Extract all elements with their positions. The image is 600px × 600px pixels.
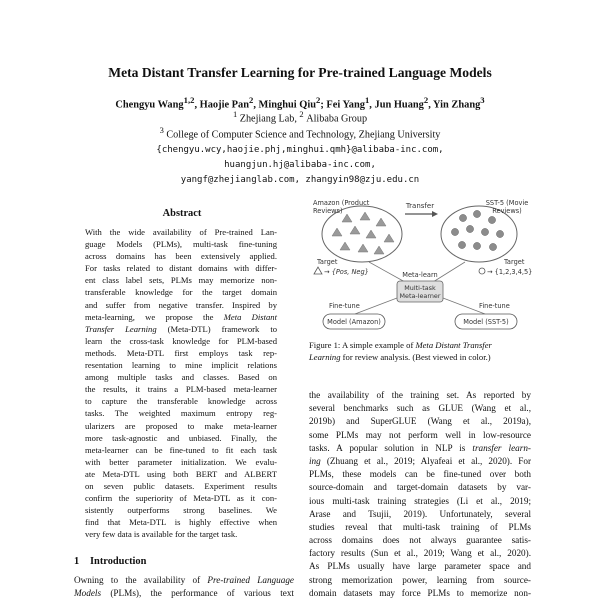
right-target-labelset: → {1,2,3,4,5}	[487, 268, 533, 276]
circle-icon	[473, 210, 480, 217]
abstract-line: more task-agnostic and unbiased. Finally, the	[85, 432, 277, 443]
source-triangles	[332, 212, 394, 254]
connector-line	[355, 298, 397, 314]
right-column-body	[309, 389, 531, 600]
left-target-labelset: → {Pos, Neg}	[324, 268, 369, 276]
abstract-line: very few data is available for the target task.	[85, 529, 238, 540]
abstract-line: on seven public datasets. Experiment results	[85, 480, 277, 491]
transfer-label: Transfer	[405, 202, 435, 210]
right-target-label: Target	[504, 258, 525, 266]
triangle-icon	[360, 212, 370, 220]
model-sst5-label: Model (SST-5)	[463, 318, 509, 326]
author-name: Fei Yang	[326, 99, 365, 111]
abstract-body	[85, 226, 277, 540]
body-line: As PLMs usually have large parameter space and	[309, 561, 531, 572]
abstract-line: the results, it trains a PLM-based meta-learner	[85, 384, 277, 395]
email-line: {chengyu.wcy,haojie.phj,minghui.qmh}@alibaba-inc.com,	[156, 145, 444, 155]
triangle-icon	[342, 214, 352, 222]
target-domain-label: SST-5 (Movie	[485, 199, 529, 207]
fine-tune-left-label: Fine-tune	[329, 302, 360, 310]
abstract-line: among multiple tasks and classes. Based on	[85, 372, 277, 383]
author-emails	[40, 143, 560, 188]
connector-line	[433, 262, 465, 282]
body-line: 2019b) and SuperGLUE (Wang et al., 2019a),	[309, 416, 531, 427]
abstract-line: with better parameter initialization. We evalu-	[85, 456, 277, 467]
triangle-icon	[332, 228, 342, 236]
fine-tune-right-label: Fine-tune	[479, 302, 510, 310]
body-line: domain datasets may force PLMs to memorize non-	[309, 587, 531, 598]
author-affil-mark: 3	[480, 95, 485, 105]
abstract-line: guage Models (PLMs), multi-task fine-tuning	[85, 239, 277, 250]
author-name: Haojie Pan	[199, 99, 249, 111]
abstract-line: meta-learning, we propose the Meta Distant	[85, 311, 277, 322]
abstract-heading: Abstract	[162, 208, 202, 219]
figure-1-caption	[309, 339, 531, 363]
author-name: Yin Zhang	[433, 99, 481, 111]
abstract-line: Transfer Learning (Meta-DTL) framework to	[85, 323, 277, 334]
circle-icon	[488, 216, 495, 223]
body-line: strong memorization power, learning from source-	[309, 574, 531, 585]
email-line: huangjun.hj@alibaba-inc.com,	[224, 160, 376, 170]
body-line: tasks. A popular solution in NLP is transfer learn-	[309, 442, 531, 453]
author-name: Minghui Qiu	[258, 99, 316, 111]
author-affil-mark: 2	[249, 95, 254, 105]
abstract-line: learn the cross-task knowledge for PLM-based	[85, 335, 277, 346]
triangle-icon	[376, 218, 386, 226]
affiliation-line-1: $^1$ Zhejiang Lab, $^2$ Alibaba Group	[232, 109, 368, 125]
intro-line: Owning to the availability of Pre-trained Language	[74, 575, 294, 585]
introduction-body	[74, 574, 294, 600]
circle-icon	[451, 228, 458, 235]
author-name: Jun Huang	[374, 99, 424, 111]
abstract-line: and suffer from negative transfer. Inspired by	[85, 299, 277, 310]
circle-icon	[459, 214, 466, 221]
triangle-icon	[366, 230, 376, 238]
target-domain-label: Reviews)	[492, 207, 522, 215]
circle-icon	[473, 242, 480, 249]
circle-icon	[489, 243, 496, 250]
meta-learner-text: Meta-learner	[399, 292, 441, 300]
author-affil-mark: 1,2	[183, 95, 195, 105]
body-line: source-domain and target-domain datasets by var-	[309, 482, 531, 493]
section-title: Introduction	[90, 556, 147, 567]
caption-line: Figure 1: A simple example of Meta Distant Transfer	[309, 340, 492, 350]
abstract-line: meta-learner can be fine-tuned to fit each task	[85, 444, 277, 455]
body-line: Arase and Tsujii, 2019). Unfortunately, several	[309, 508, 531, 519]
abstract-line: find that Meta-DTL is highly effective when	[85, 517, 277, 528]
abstract-line: With the wide availability of Pre-trained Lan-	[85, 227, 277, 237]
circle-icon	[479, 268, 485, 274]
circle-icon	[481, 228, 488, 235]
triangle-icon	[374, 246, 384, 254]
abstract-line: ularizers are proposed to make meta-learner	[85, 420, 277, 431]
left-target-label: Target	[317, 258, 338, 266]
abstract-line: across domains has been extensively applied.	[85, 251, 277, 262]
triangle-icon	[358, 244, 368, 252]
circle-icon	[458, 241, 465, 248]
triangle-icon	[384, 234, 394, 242]
body-line: some PLMs may not perform well in low-resource	[309, 429, 531, 440]
section-heading-introduction	[74, 556, 146, 567]
intro-line: Models (PLMs), the performance of various text	[74, 588, 294, 598]
abstract-line: ent class label sets, PLMs may memorize non-	[85, 275, 277, 286]
arrowhead-icon	[432, 211, 438, 217]
abstract-line: transferable knowledge for the target domain	[85, 287, 277, 298]
abstract-line: For tasks related to distant domains with differ-	[85, 263, 277, 274]
body-line: across domains does not always guarantee satis-	[309, 535, 531, 546]
connector-line	[369, 262, 405, 282]
body-line: the availability of the training set. As reported by	[309, 390, 531, 400]
abstract-line: confirm the superiority of Meta-DTL as it con-	[85, 493, 277, 504]
email-line: yangf@zhejianglab.com, zhangyin98@zju.edu.cn	[180, 175, 420, 185]
abstract-line: tasks. The weighted maximum entropy reg-	[85, 408, 277, 419]
caption-line: Learning for review analysis. (Best viewed in color.)	[309, 352, 491, 362]
paper-title: Meta Distant Transfer Learning for Pre-trained Language Models	[108, 65, 492, 80]
source-domain-label: Reviews)	[313, 207, 343, 215]
figure-1-diagram	[307, 196, 533, 334]
author-affil-mark: 1	[364, 95, 370, 105]
abstract-line: ate Meta-DTL using both BERT and ALBERT	[85, 468, 277, 479]
abstract-line: methods. Meta-DTL first employs task rep-	[85, 347, 277, 358]
target-circles	[451, 210, 503, 250]
body-line: factory results (Sun et al., 2019; Wang et al., 2020).	[309, 548, 531, 559]
source-domain-label: Amazon (Product	[313, 199, 370, 207]
body-line: several benchmarks such as GLUE (Wang et al.,	[309, 403, 531, 414]
triangle-icon	[350, 226, 360, 234]
body-line: studies reveal that multi-task training of PLMs	[309, 521, 531, 532]
section-number: 1	[74, 556, 80, 567]
body-line: PLMs, these models can be fine-tuned over both	[309, 469, 531, 480]
body-line: ious multi-task training strategies (Li et al., 2019;	[309, 495, 531, 506]
abstract-line: sistently outperforms strong baselines. We	[85, 505, 277, 516]
author-list: Chengyu Wang$^{1,2}$, Haojie Pan$^2$, Minghui Qiu$^2$; Fei Yang$^1$, Jun Huang$^2$, Yin Zhang$^3$	[115, 95, 485, 111]
body-line: ing (Zhuang et al., 2019; Alyafeai et al., 2020). For	[309, 455, 531, 466]
abstract-line: resentation learning to mine implicit relations	[85, 360, 277, 371]
model-amazon-label: Model (Amazon)	[327, 318, 381, 326]
author-name: Chengyu Wang	[115, 99, 184, 111]
circle-icon	[496, 230, 503, 237]
author-affil-mark: 2	[316, 95, 321, 105]
triangle-icon	[314, 267, 322, 274]
meta-learner-text: Multi-task	[404, 284, 436, 292]
abstract-line: to capture the transferable knowledge across	[85, 396, 277, 407]
circle-icon	[466, 225, 473, 232]
triangle-icon	[340, 242, 350, 250]
affiliation-line-2: $^3$ College of Computer Science and Technology, Zhejiang University	[159, 125, 441, 141]
author-affil-mark: 2	[423, 95, 429, 105]
meta-learn-label: Meta-learn	[402, 271, 438, 279]
